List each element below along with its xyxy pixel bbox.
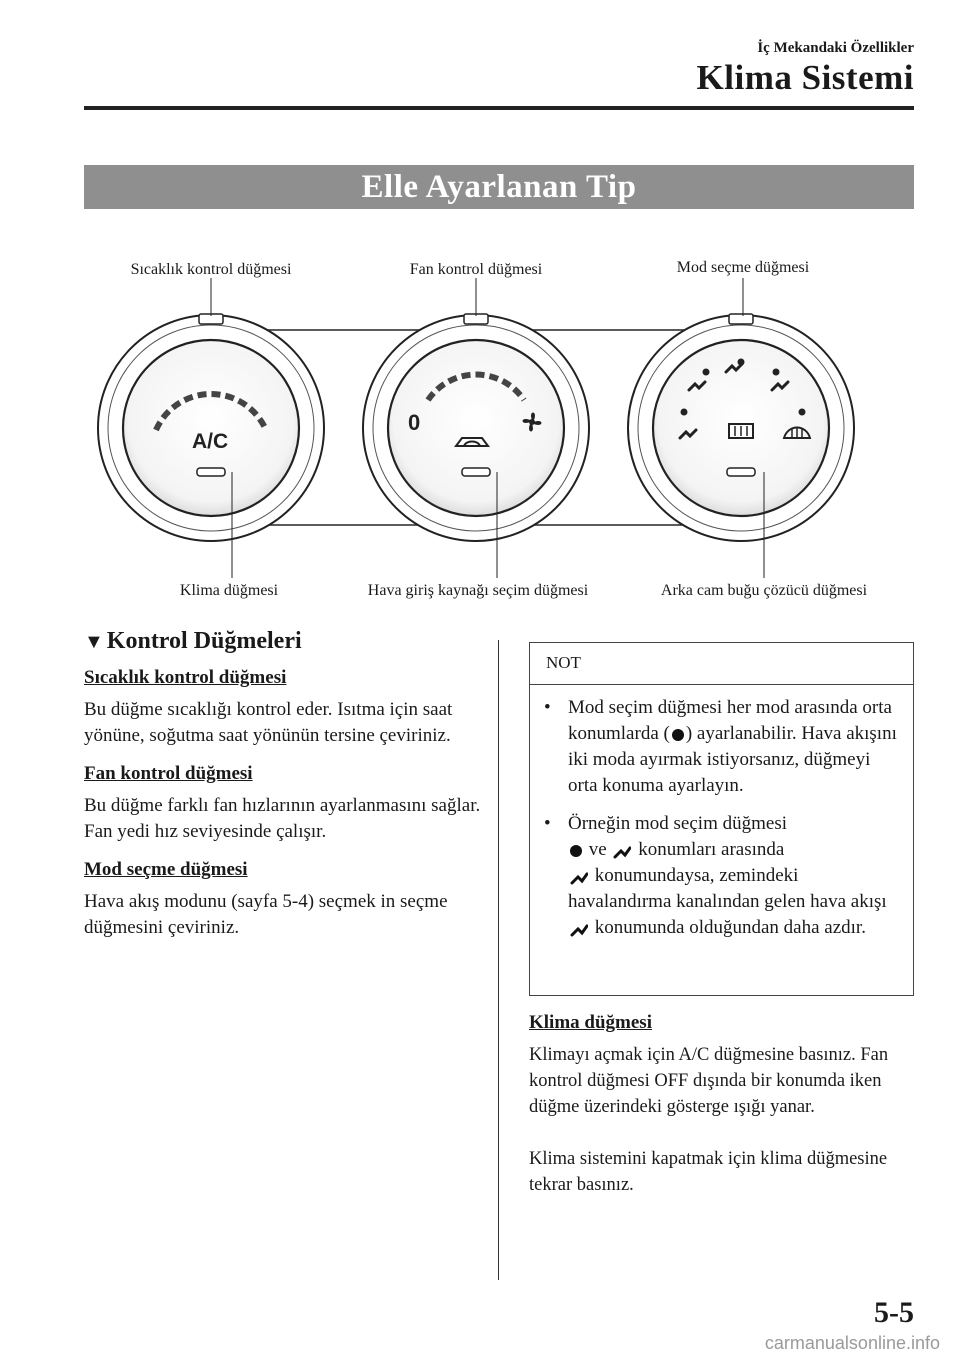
floor-face-icon — [570, 920, 588, 938]
label-temperature-knob: Sıcaklık kontrol düğmesi — [130, 261, 292, 278]
text-ac-button: Klimayı açmak için A/C düğmesine basınız. Fan kontrol düğmesi OFF dışında bir konumda iken düğme üzerindeki gösterge ışığı yanar. — [529, 1045, 889, 1117]
dot-icon — [570, 845, 582, 857]
floor-icon — [570, 868, 588, 886]
climate-control-diagram — [84, 250, 914, 600]
header-rule — [84, 106, 914, 110]
fan-off-zero: 0 — [408, 410, 421, 435]
page-title: Klima Sistemi — [696, 58, 914, 97]
right-column — [529, 1012, 924, 1212]
floor-face-icon — [613, 842, 631, 860]
header-section: İç Mekandaki Özellikler — [757, 40, 914, 56]
intake-indicator-light — [462, 468, 490, 476]
text-fan-speeds: Fan yedi hız seviyesinde çalışır. — [84, 821, 327, 842]
section-banner: Elle Ayarlanan Tip — [84, 165, 914, 209]
text-temperature-knob: Bu düğme sıcaklığı kontrol eder. Isıtma için saat yönüne, soğutma saat yönünün tersine çeviriniz. — [84, 699, 453, 746]
heading-ac-button: Klima düğmesi — [529, 1012, 652, 1033]
text-fan-knob: Bu düğme farklı fan hızlarının ayarlanmasını sağlar. — [84, 795, 481, 816]
note-box — [529, 642, 914, 996]
note-item-2: • Örneğin mod seçim düğmesi ve konumları arasında konumundaysa, zemindeki havalandırma kanalından gelen hava akışı konumunda olduğundan daha azdır. — [544, 813, 887, 938]
dot-icon — [672, 729, 684, 741]
bullet-icon: • — [544, 813, 551, 834]
triangle-marker-icon: ▼ — [84, 631, 104, 653]
section-title: ▼ Kontrol Düğmeleri — [84, 628, 302, 654]
left-column — [84, 628, 484, 955]
ac-symbol: A/C — [192, 430, 229, 453]
mode-knob[interactable] — [628, 314, 854, 541]
page-number: 5-5 — [874, 1296, 914, 1329]
rear-defrost-indicator-light — [727, 468, 755, 476]
temperature-knob[interactable] — [98, 314, 324, 541]
label-fan-knob: Fan kontrol düğmesi — [409, 261, 543, 278]
label-mode-knob: Mod seçme düğmesi — [676, 259, 810, 276]
ac-indicator-light — [197, 468, 225, 476]
heading-temperature-knob: Sıcaklık kontrol düğmesi — [84, 667, 287, 688]
watermark: carmanualsonline.info — [764, 1333, 940, 1353]
heading-mode-knob: Mod seçme düğmesi — [84, 859, 248, 880]
fan-knob[interactable] — [363, 314, 589, 541]
label-intake-button: Hava giriş kaynağı seçim düğmesi — [367, 582, 589, 599]
label-ac-button: Klima düğmesi — [179, 582, 279, 599]
column-divider — [498, 640, 499, 1280]
note-item-1: • Mod seçim düğmesi her mod arasında orta konumlarda ( ) ayarlanabilir. Hava akışını iki moda ayırmak istiyorsanız, düğmeyi orta konuma ayarlayın. — [544, 697, 897, 796]
text-mode-knob: Hava akış modunu (sayfa 5-4) seçmek in seçme düğmesini çeviriniz. — [84, 891, 448, 938]
heading-fan-knob: Fan kontrol düğmesi — [84, 763, 253, 784]
text-ac-off: Klima sistemini kapatmak için klima düğmesine tekrar basınız. — [529, 1149, 888, 1195]
label-rear-defrost-button: Arka cam buğu çözücü düğmesi — [660, 582, 868, 599]
note-heading: NOT — [530, 643, 913, 685]
bullet-icon: • — [544, 697, 551, 718]
